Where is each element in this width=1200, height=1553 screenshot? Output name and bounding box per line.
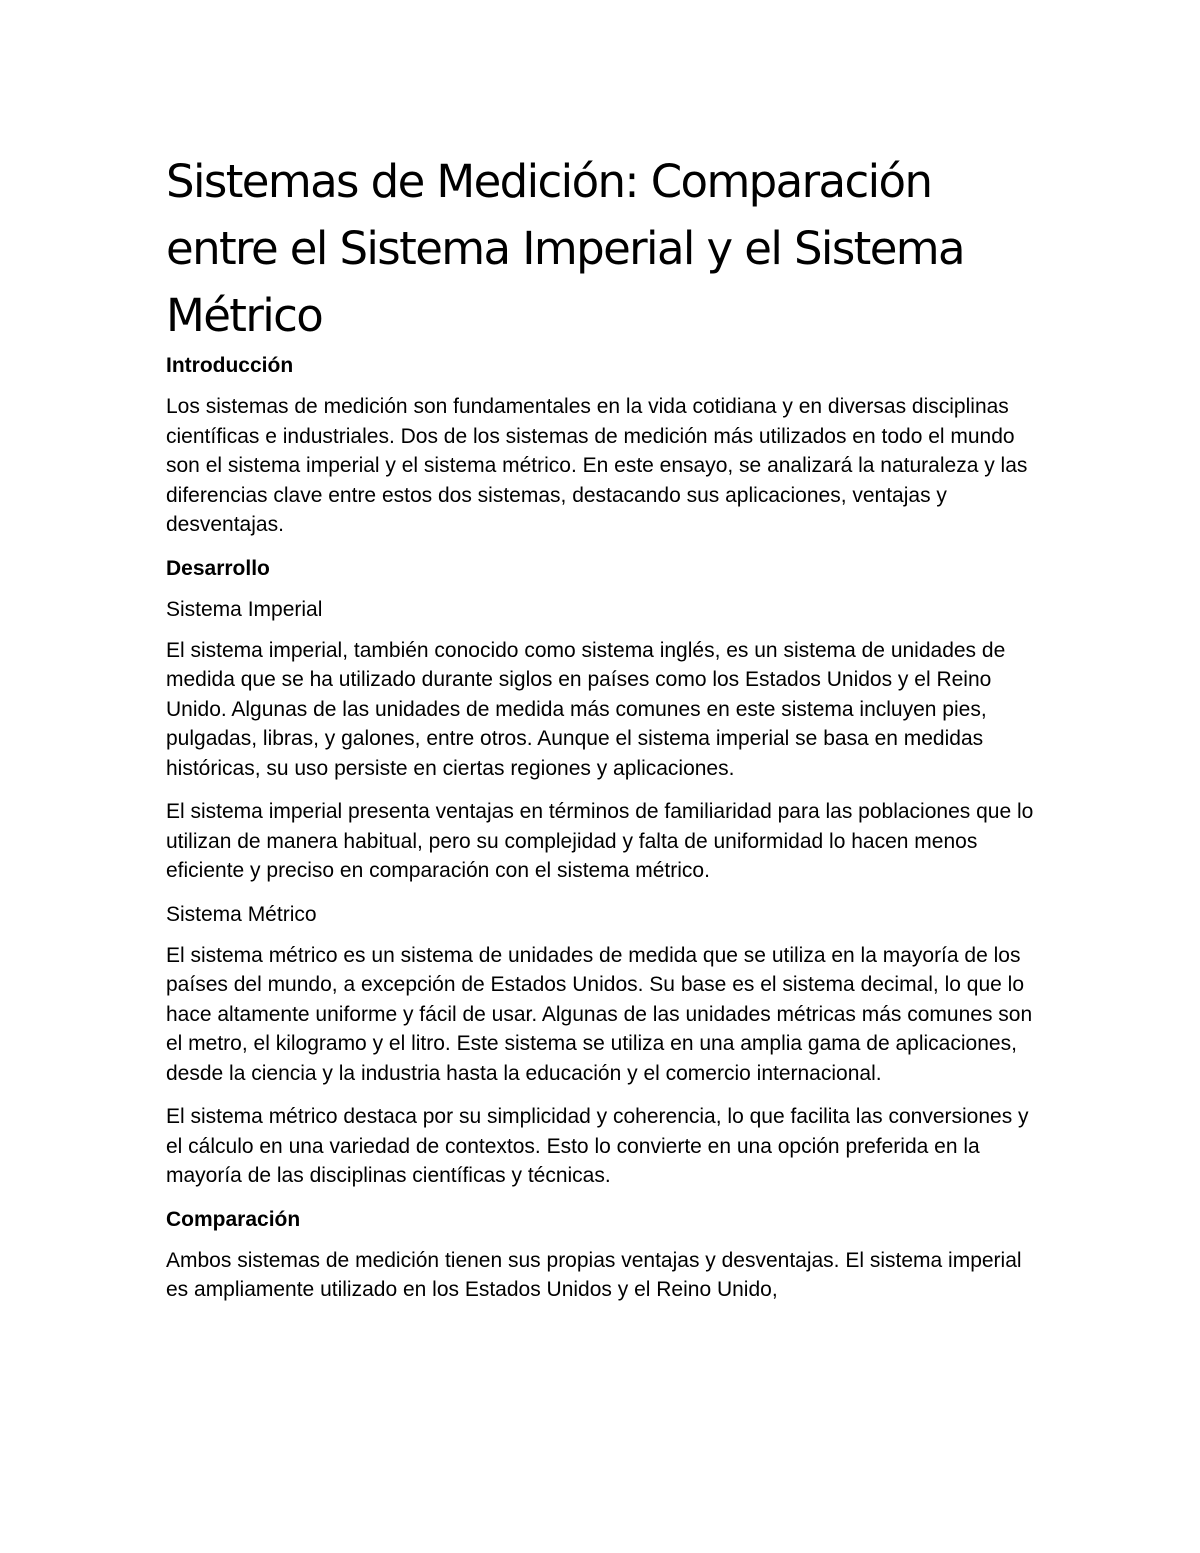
paragraph-imperial-1: El sistema imperial, también conocido como sistema inglés, es un sistema de unidades de medida que se ha utilizado durante siglos en países como los Estados Unidos y el Reino Unido. Algunas de las unidades de medida más comunes en este sistema incluyen pies, pulgadas, libras, y galones, entre otros. Aunque el sistema imperial se basa en medidas históricas, su uso persiste en ciertas regiones y aplicaciones. xyxy=(166,638,1006,780)
subheading-sistema-imperial: Sistema Imperial xyxy=(166,597,323,621)
section-heading-comparacion: Comparación xyxy=(166,1207,301,1231)
subheading-sistema-metrico: Sistema Métrico xyxy=(166,902,317,926)
paragraph-intro: Los sistemas de medición son fundamentales en la vida cotidiana y en diversas disciplinas científicas e industriales. Dos de los sistemas de medición más utilizados en todo el mundo son el sistema imperial y el sistema métrico. En este ensayo, se analizará la naturaleza y las diferencias clave entre estos dos sistemas, destacando sus aplicaciones, ventajas y desventajas. xyxy=(166,395,1028,536)
paragraph-imperial-2: El sistema imperial presenta ventajas en términos de familiaridad para las poblaciones que lo utilizan de manera habitual, pero su complejidad y falta de uniformidad lo hacen menos eficiente y preciso en comparación con el sistema métrico. xyxy=(166,800,1034,882)
paragraph-metric-2: El sistema métrico destaca por su simplicidad y coherencia, lo que facilita las conversiones y el cálculo en una variedad de contextos. Esto lo convierte en una opción preferida en la mayoría de las disciplinas científicas y técnicas. xyxy=(166,1105,1029,1187)
document-title: Sistemas de Medición: Comparación entre el Sistema Imperial y el Sistema Métrico xyxy=(166,155,965,342)
paragraph-metric-1: El sistema métrico es un sistema de unidades de medida que se utiliza en la mayoría de los países del mundo, a excepción de Estados Unidos. Su base es el sistema decimal, lo que lo hace altamente uniforme y fácil de usar. Algunas de las unidades métricas más comunes son el metro, el kilogramo y el litro. Este sistema se utiliza en una amplia gama de aplicaciones, desde la ciencia y la industria hasta la educación y el comercio internacional. xyxy=(166,943,1033,1085)
section-heading-desarrollo: Desarrollo xyxy=(166,556,270,580)
section-heading-introduccion: Introducción xyxy=(166,354,294,377)
paragraph-comparacion: Ambos sistemas de medición tienen sus propias ventajas y desventajas. El sistema imperial es ampliamente utilizado en los Estados Unidos y el Reino Unido, xyxy=(166,1248,1022,1301)
document-body xyxy=(166,148,1046,1319)
